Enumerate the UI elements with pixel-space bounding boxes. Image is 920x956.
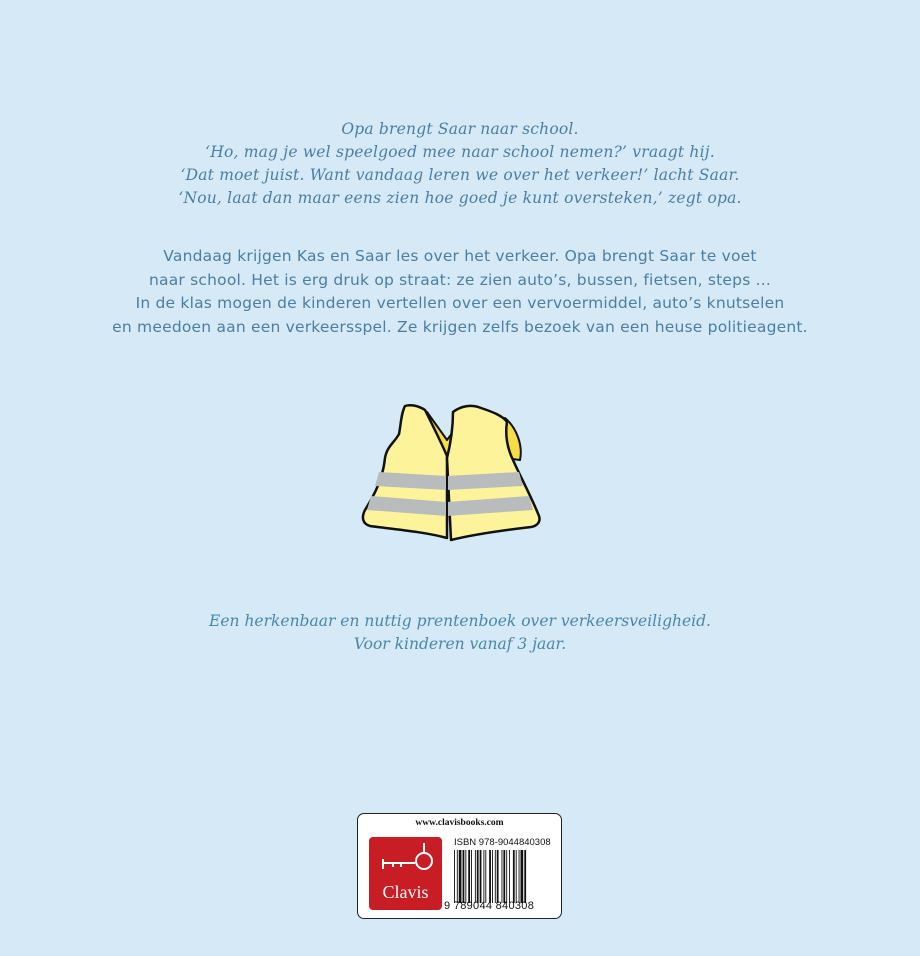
- summary-line: In de klas mogen de kinderen vertellen over een vervoermiddel, auto’s knutselen: [135, 294, 785, 312]
- publisher-name: Clavis: [382, 882, 429, 902]
- summary-line: Vandaag krijgen Kas en Saar les over het verkeer. Opa brengt Saar te voet: [163, 247, 757, 265]
- summary-text: [0, 245, 920, 339]
- key-icon: [369, 837, 442, 887]
- tagline: [0, 610, 920, 656]
- intro-line: ‘Nou, laat dan maar eens zien hoe goed je kunt oversteken,’ zegt opa.: [178, 189, 742, 207]
- publisher-imprint: [357, 813, 562, 919]
- barcode: [454, 850, 552, 903]
- intro-line: ‘Dat moet juist. Want vandaag leren we over het verkeer!’ lacht Saar.: [180, 166, 740, 184]
- summary-line: en meedoen aan een verkeersspel. Ze krijgen zelfs bezoek van een heuse politieagent.: [112, 317, 808, 336]
- isbn-label: ISBN 978-9044840308: [454, 837, 551, 848]
- intro-line: Opa brengt Saar naar school.: [341, 120, 579, 138]
- clavis-logo: [369, 837, 442, 910]
- summary-line: naar school. Het is erg druk op straat: ze zien auto’s, bussen, fietsen, steps ...: [149, 270, 771, 289]
- tagline-line: Voor kinderen vanaf 3 jaar.: [353, 635, 567, 653]
- intro-text: [0, 118, 920, 210]
- barcode-digits: 9 789044 840308: [444, 900, 535, 912]
- safety-vest-icon: [355, 398, 545, 543]
- publisher-website: www.clavisbooks.com: [415, 818, 504, 828]
- intro-line: ‘Ho, mag je wel speelgoed mee naar school nemen?’ vraagt hij.: [205, 143, 715, 161]
- tagline-line: Een herkenbaar en nuttig prentenboek over verkeersveiligheid.: [209, 612, 711, 630]
